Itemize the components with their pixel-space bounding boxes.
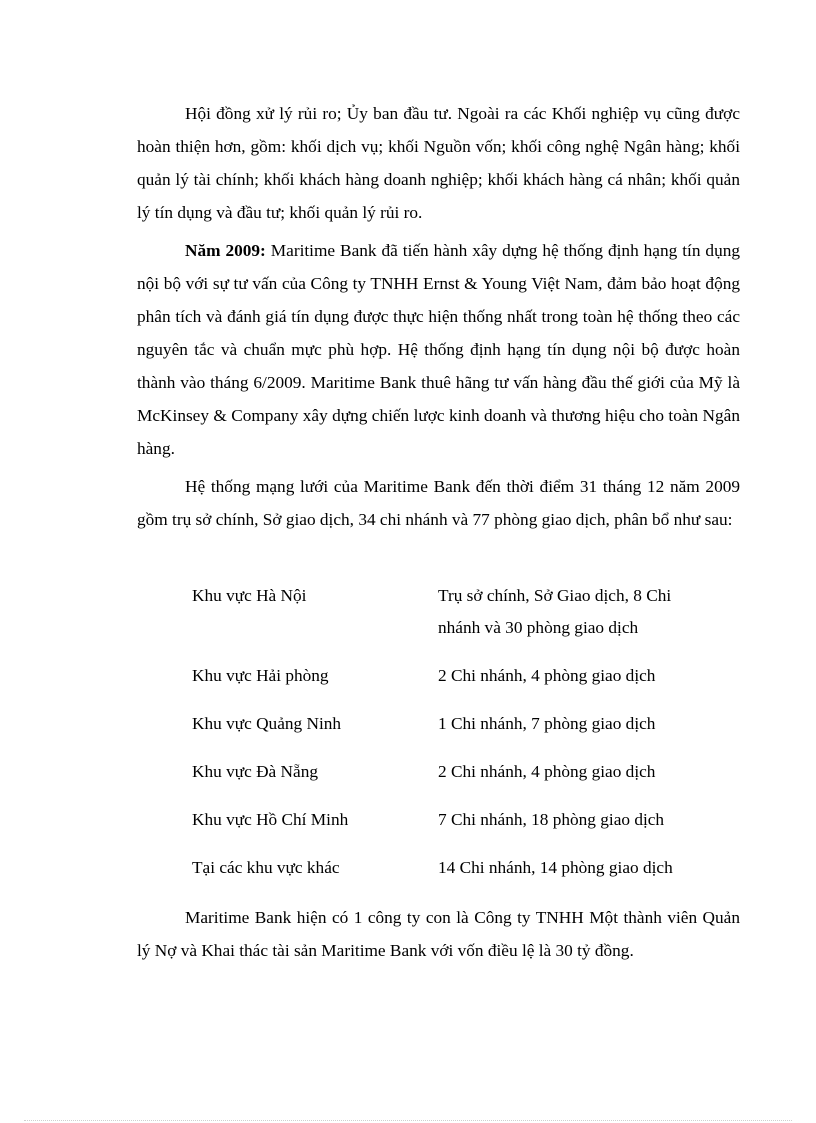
detail-cell: 1 Chi nhánh, 7 phòng giao dịch: [438, 714, 656, 733]
paragraph-body: Maritime Bank đã tiến hành xây dựng hệ thống định hạng tín dụng nội bộ với sự tư vấn của Công ty TNHH Ernst & Young Việt Nam, đảm bảo hoạt động phân tích và đánh giá tín dụng được thực hiện thống nhất trong toàn hệ thống theo các nguyên tắc và chuẩn mực phù hợp. Hệ thống định hạng tín dụng nội bộ được hoàn thành vào tháng 6/2009. Maritime Bank thuê hãng tư vấn hàng đầu thế giới của Mỹ là McKinsey & Company xây dựng chiến lược kinh doanh và thương hiệu cho toàn Ngân hàng.: [137, 241, 740, 458]
branch-distribution-table: [192, 580, 732, 900]
table-row: [192, 660, 732, 692]
paragraph-committees: Hội đồng xử lý rủi ro; Ủy ban đầu tư. Ngoài ra các Khối nghiệp vụ cũng được hoàn thiện hơn, gồm: khối dịch vụ; khối Nguồn vốn; khối công nghệ Ngân hàng; khối quản lý tài chính; khối khách hàng doanh nghiệp; khối khách hàng cá nhân; khối quản lý tín dụng và đầu tư; khối quản lý rủi ro.: [137, 104, 740, 222]
detail-cell: 7 Chi nhánh, 18 phòng giao dịch: [438, 810, 665, 829]
table-row: [192, 852, 732, 884]
detail-cell: 2 Chi nhánh, 4 phòng giao dịch: [438, 762, 656, 781]
region-cell: Tại các khu vực khác: [192, 858, 340, 877]
paragraph-subsidiary: Maritime Bank hiện có 1 công ty con là Công ty TNHH Một thành viên Quản lý Nợ và Khai thác tài sản Maritime Bank với vốn điều lệ là 30 tỷ đồng.: [137, 908, 740, 960]
region-cell: Khu vực Quảng Ninh: [192, 714, 342, 733]
table-row: [192, 804, 732, 836]
page-bottom-divider: [24, 1120, 792, 1121]
region-cell: Khu vực Hà Nội: [192, 586, 307, 605]
detail-cell: Trụ sở chính, Sở Giao dịch, 8 Chi nhánh và 30 phòng giao dịch: [438, 586, 672, 637]
region-cell: Khu vực Hồ Chí Minh: [192, 810, 349, 829]
detail-cell: 14 Chi nhánh, 14 phòng giao dịch: [438, 858, 673, 877]
paragraph-year-2009: [137, 234, 740, 465]
region-cell: Khu vực Hải phòng: [192, 666, 329, 685]
table-row: [192, 708, 732, 740]
region-cell: Khu vực Đà Nẵng: [192, 762, 318, 781]
table-row: [192, 756, 732, 788]
table-row: [192, 580, 732, 644]
paragraph-network: Hệ thống mạng lưới của Maritime Bank đến thời điểm 31 tháng 12 năm 2009 gồm trụ sở chính, Sở giao dịch, 34 chi nhánh và 77 phòng giao dịch, phân bổ như sau:: [137, 477, 740, 529]
detail-cell: 2 Chi nhánh, 4 phòng giao dịch: [438, 666, 656, 685]
paragraph-lead-bold: Năm 2009:: [185, 241, 266, 260]
